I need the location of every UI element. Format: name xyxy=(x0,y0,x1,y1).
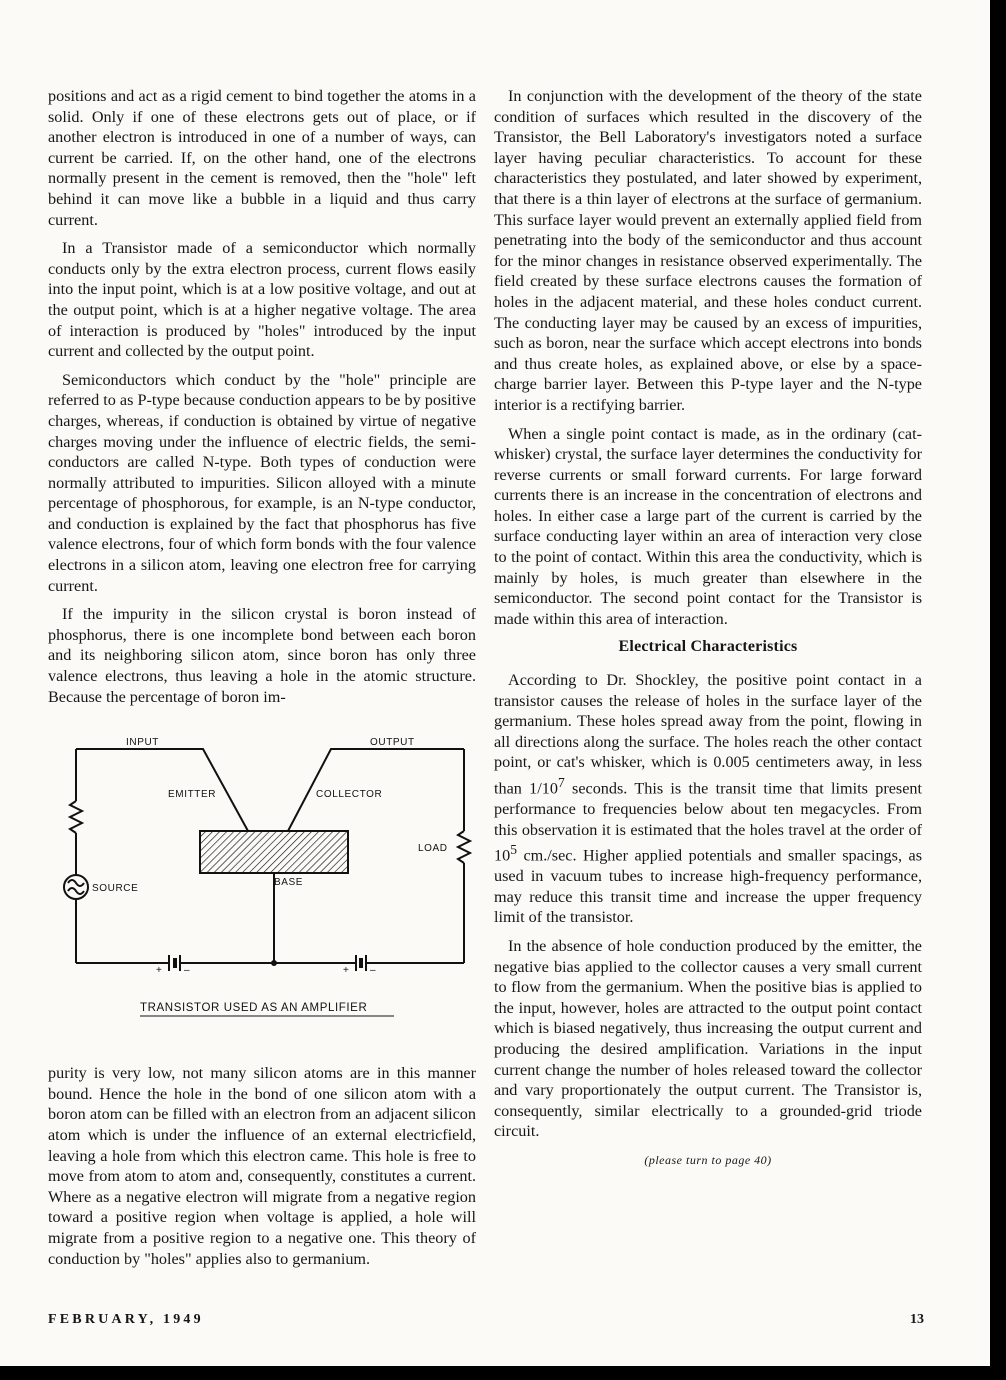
paragraph: In the absence of hole conduction produced by the emitter, the negative bias applied to the collector causes a very small current to flow from the germanium. When the positive bias is applied to the input, however, holes are attracted to the output point contact which is biased negatively, thus increasing the output current and producing the desired amplification. Variations in the input current change the number of holes released toward the collector and vary proportionately the output current. The Transistor is, consequently, similar electrically to a grounded-grid triode circuit. xyxy=(494,936,922,1141)
battery-minus-label: – xyxy=(184,965,191,977)
paragraph: In a Transistor made of a semiconductor which normally conducts only by the extra electron process, current flows easily into the input point, which is at a low positive voltage, and out at the output point, which is at a higher negative voltage. The area of interaction is produced by "holes" introduced by the input current and collected by the output point. xyxy=(48,239,476,361)
output-label: OUTPUT xyxy=(370,737,415,749)
footer-date: FEBRUARY, 1949 xyxy=(48,1312,204,1327)
right-column xyxy=(494,86,922,1170)
circuit-svg xyxy=(48,727,476,1049)
transistor-amplifier-diagram xyxy=(48,727,476,1049)
base-label: BASE xyxy=(274,877,304,889)
paragraph: In conjunction with the development of the theory of the state condition of surfaces which resulted in the discovery of the Transistor, the Bell Laboratory's investigators noted a surface layer having peculiar characteristics. To account for these characteristics they postulated, and later showed by experiment, that there is a thin layer of electrons at the surface of germanium. This surface layer would prevent an externally applied field from penetrating into the body of the semiconductor and thus account for the minor changes in resistance observed experimentally. The field created by these surface electrons causes the formation of holes in the adjacent material, and these holes conduct current. The conducting layer may be caused by an excess of impurities, such as boron, near the surface which accept electrons into bonds and thus create holes, as explained above, or else by a space-charge barrier layer. Between this P-type layer and the N-type interior is a rectifying barrier. xyxy=(494,87,922,414)
battery-plus-label: + xyxy=(156,965,163,977)
emitter-label: EMITTER xyxy=(168,789,217,801)
page-number: 13 xyxy=(910,1312,924,1327)
paragraph: purity is very low, not many silicon atoms are in this manner bound. Hence the hole in the bond of one silicon atom with a boron atom can be filled with an electron from an adjacent silicon atom which is under the influence of an external electricfield, leaving a hole from which this electron came. This hole is free to move from atom to atom and, consequently, constitutes a current. Where as a negative electron will migrate from a negative region toward a positive region when voltage is applied, a hole will migrate from a positive region to a negative one. This theory of conduction by "holes" applies also to germanium. xyxy=(48,1064,476,1268)
source-label: SOURCE xyxy=(92,883,139,895)
source-icon xyxy=(64,875,88,899)
continuation-note: (please turn to page 40) xyxy=(644,1152,772,1167)
paragraph: positions and act as a rigid cement to bind together the atoms in a solid. Only if one of these electrons gets out of place, or if another electron is introduced in one of a number of ways, can current be carried. If, on the other hand, one of the electrons normally present in the cement is removed, then the "hole" left behind it can move like a bubble in a liquid and thus carry current. xyxy=(48,87,476,229)
load-resistor-icon xyxy=(458,831,470,863)
battery-icon xyxy=(356,955,366,971)
paragraph: According to Dr. Shockley, the positive point contact in a transistor causes the release of holes in the surface layer of the germanium. These holes spread away from the point, flowing in all directions along the surface. The holes reach the other contact point, or cat's whisker, which is 0.005 centimeters away, in less than $1/10^7$ seconds. This is the transit time that limits present performance to frequencies below about ten megacycles. From this observation it is estimated that the holes travel at the order of $10^5$ cm./sec. Higher applied potentials and smaller spacings, as used in vacuum tubes to increase high-frequency performance, may reduce this transit time and increase the upper frequency limit of the transistor. xyxy=(494,671,922,927)
input-wire xyxy=(76,749,248,831)
paragraph: If the impurity in the silicon crystal is boron instead of phosphorus, there is one incomplete bond between each boron and its neighboring silicon atom, since boron has only three valence electrons, thus leaving a hole in the atomic structure. Because the percentage of boron im- xyxy=(48,605,476,706)
battery-icon xyxy=(169,955,180,971)
paragraph: Semiconductors which conduct by the "hole" principle are referred to as P-type because conduction appears to be by positive charges, whereas, if conduction is obtained by virtue of negative charges moving under the influence of electric fields, the semi-conductors are called N-type. Both types of conduction were normally attributed to impurities. Silicon alloyed with a minute percentage of phosphorous, for example, is an N-type conductor, and conduction is explained by the fact that phosphorus has five valence electrons, four of which form bonds with the four valence electrons in a silicon atom, leaving one electron free for carrying current. xyxy=(48,370,476,595)
paragraph: When a single point contact is made, as in the ordinary (cat-whisker) crystal, the surface layer determines the conductivity for reverse currents or small forward currents. For large forward currents there is an increase in the concentration of electrons and holes. In either case a large part of the current is carried by the surface conducting layer within an area of interaction very close to the point of contact. Within this area the conductivity, which is mainly by holes, is much greater than elsewhere in the semiconductor. The second point contact for the Transistor is made within this area of interaction. xyxy=(494,424,922,628)
germanium-block xyxy=(200,831,348,873)
input-resistor-icon xyxy=(70,801,82,833)
section-heading: Electrical Characteristics xyxy=(618,638,798,656)
battery-minus-label: – xyxy=(370,965,377,977)
load-label: LOAD xyxy=(418,843,448,855)
left-column xyxy=(48,86,476,1277)
collector-label: COLLECTOR xyxy=(316,789,383,801)
input-label: INPUT xyxy=(126,737,159,749)
diagram-caption: TRANSISTOR USED AS AN AMPLIFIER xyxy=(140,1002,368,1015)
battery-plus-label: + xyxy=(343,965,350,977)
